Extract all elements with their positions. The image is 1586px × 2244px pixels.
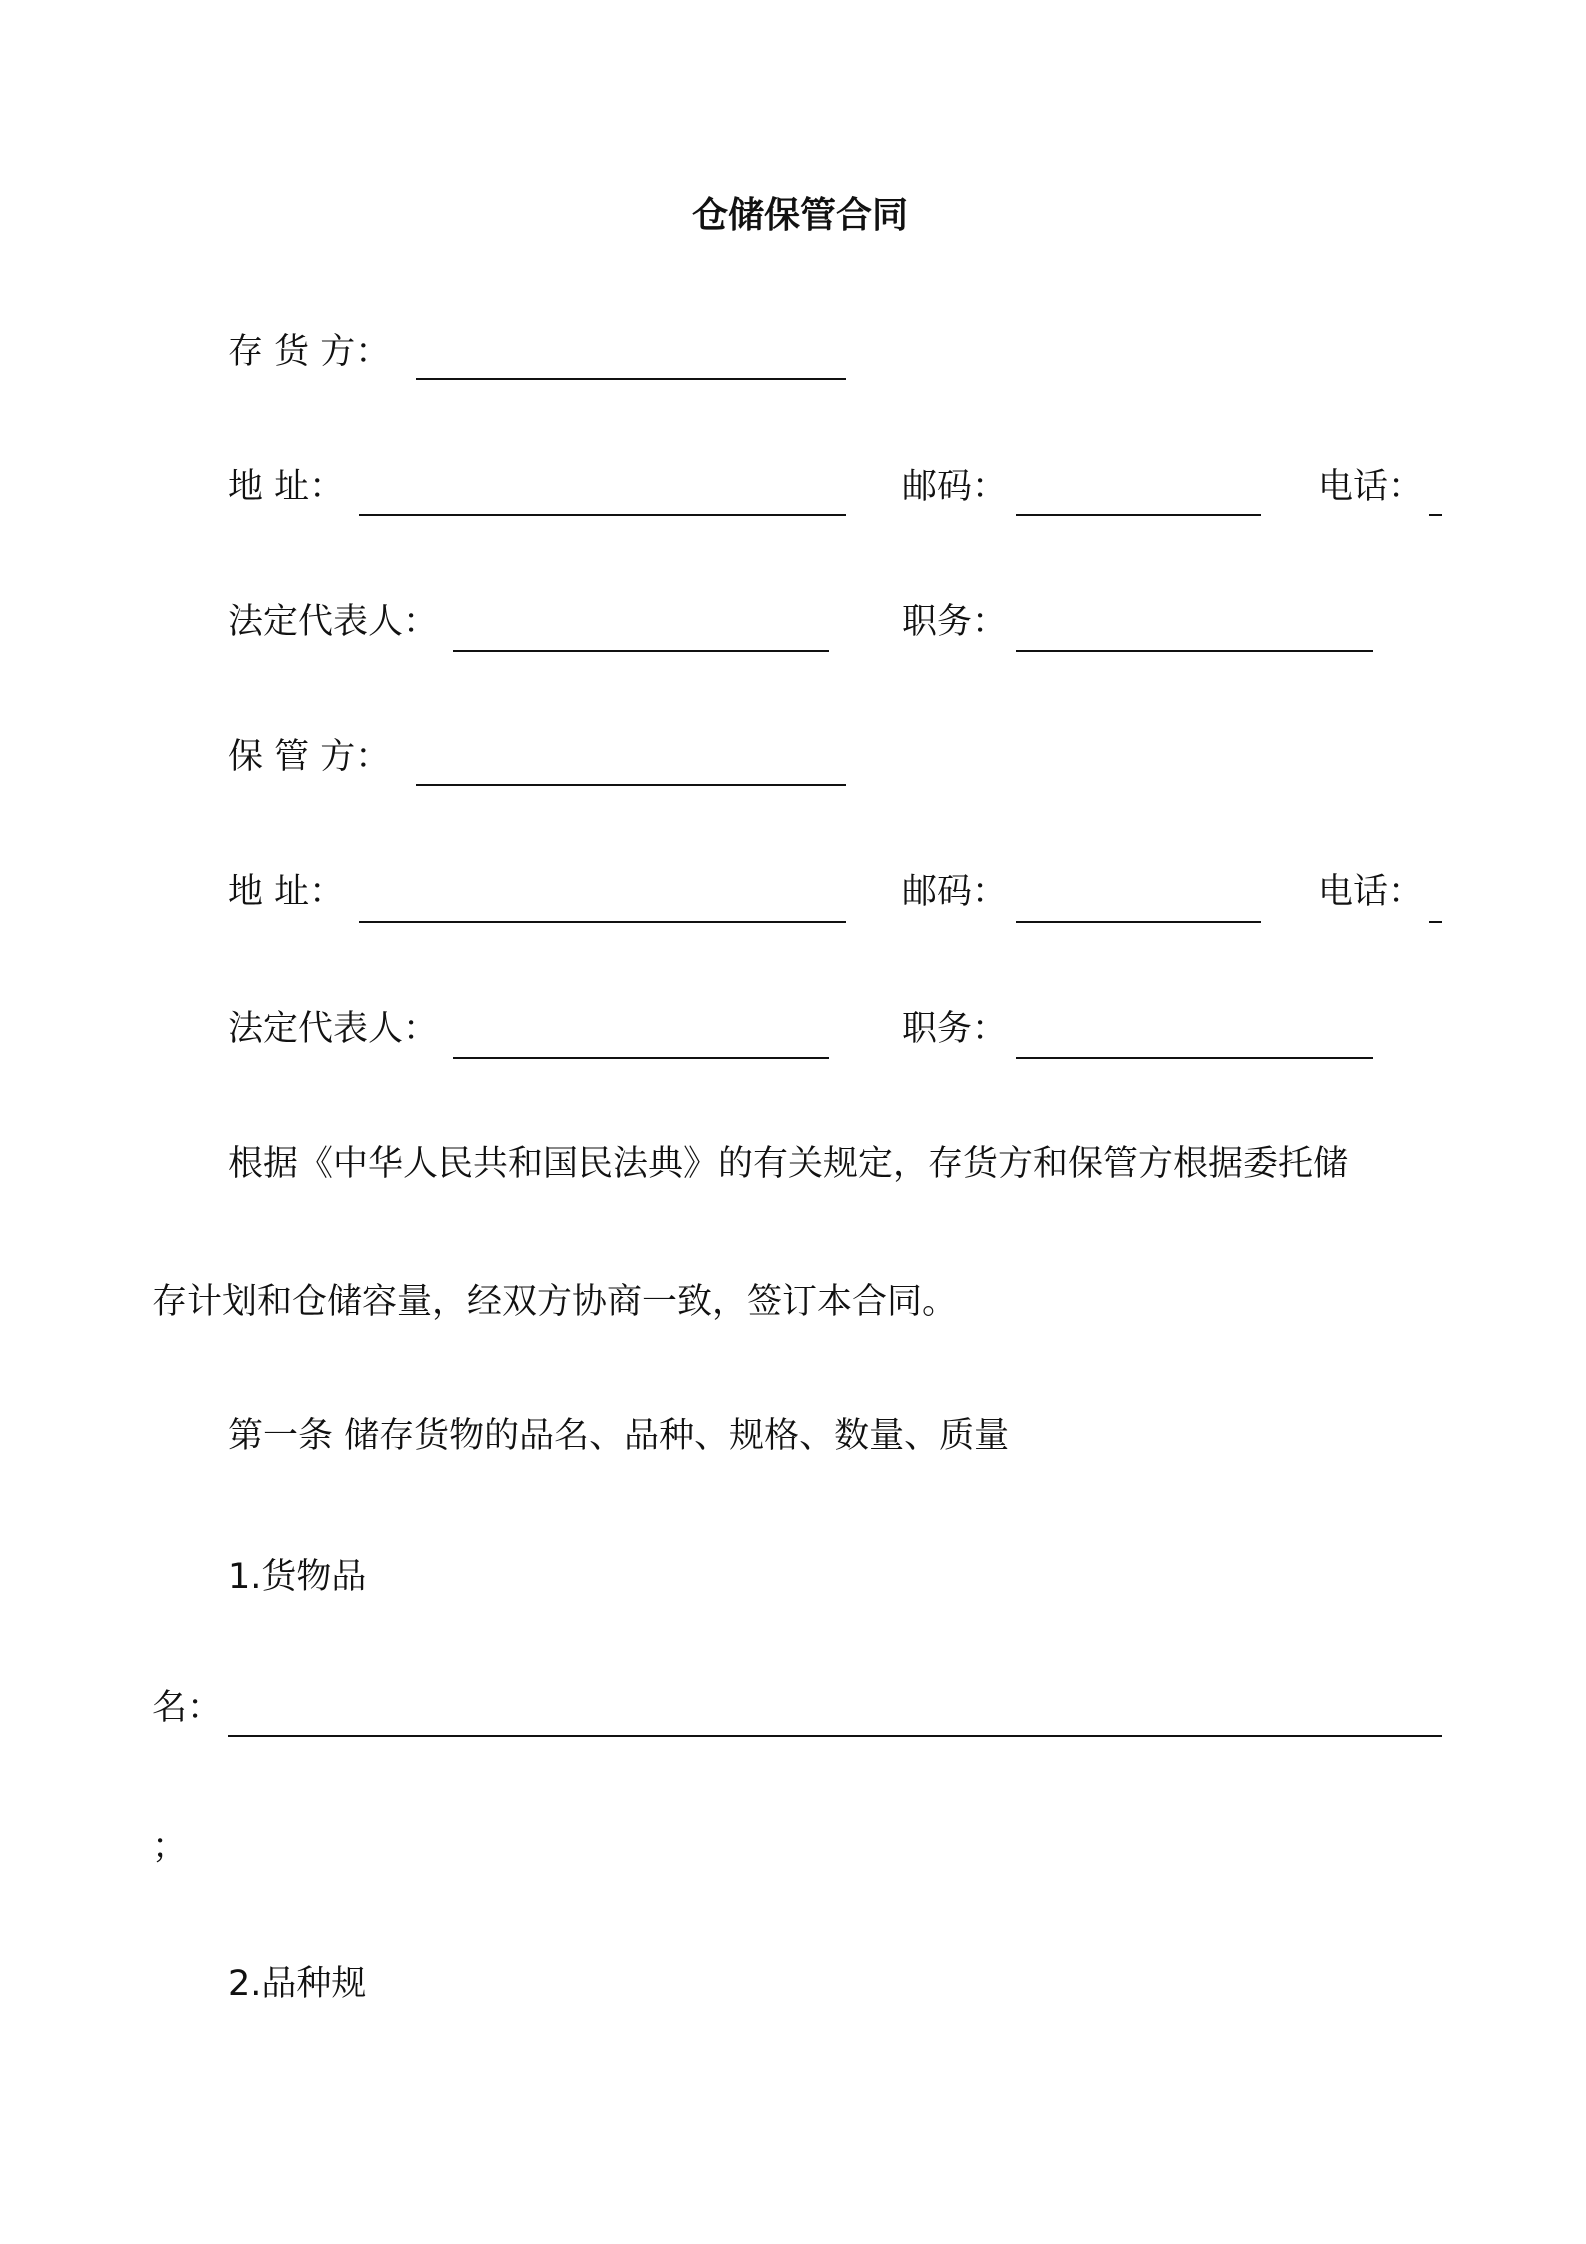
custodian-party-blank[interactable]	[416, 784, 846, 786]
depositor-party-label: 存 货 方：	[228, 332, 391, 372]
custodian-address-blank[interactable]	[359, 921, 846, 923]
depositor-legal-rep-label: 法定代表人：	[228, 602, 439, 642]
custodian-party-label: 保 管 方：	[228, 737, 391, 777]
depositor-address-label: 地 址：	[228, 467, 345, 507]
depositor-party-blank[interactable]	[416, 378, 846, 380]
document-title: 仓储保管合同	[692, 195, 909, 236]
custodian-position-blank[interactable]	[1016, 1057, 1373, 1059]
depositor-phone-label: 电话：	[1318, 467, 1424, 507]
depositor-address-blank[interactable]	[359, 514, 846, 516]
item-2-heading: 2.品种规	[228, 1964, 367, 2004]
custodian-position-label: 职务：	[902, 1009, 1008, 1049]
depositor-postcode-label: 邮码：	[902, 467, 1008, 507]
article-1-heading: 第一条 储存货物的品名、品种、规格、数量、质量	[228, 1416, 1010, 1456]
preamble-line-1: 根据《中华人民共和国民法典》的有关规定，存货方和保管方根据委托储	[228, 1144, 1349, 1184]
preamble-line-2: 存计划和仓储容量，经双方协商一致，签订本合同。	[152, 1282, 958, 1322]
depositor-legal-rep-blank[interactable]	[453, 650, 829, 652]
custodian-phone-blank[interactable]	[1429, 921, 1442, 923]
item-1-name-blank[interactable]	[228, 1735, 1442, 1737]
depositor-postcode-blank[interactable]	[1016, 514, 1261, 516]
item-1-terminator: ；	[152, 1827, 188, 1867]
custodian-legal-rep-blank[interactable]	[453, 1057, 829, 1059]
custodian-address-label: 地 址：	[228, 872, 345, 912]
depositor-position-label: 职务：	[902, 602, 1008, 642]
depositor-position-blank[interactable]	[1016, 650, 1373, 652]
custodian-phone-label: 电话：	[1318, 872, 1424, 912]
custodian-postcode-label: 邮码：	[902, 872, 1008, 912]
item-1-heading: 1.货物品	[228, 1557, 367, 1597]
custodian-postcode-blank[interactable]	[1016, 921, 1261, 923]
item-1-name-label: 名：	[152, 1688, 223, 1728]
depositor-phone-blank[interactable]	[1429, 514, 1442, 516]
custodian-legal-rep-label: 法定代表人：	[228, 1009, 439, 1049]
